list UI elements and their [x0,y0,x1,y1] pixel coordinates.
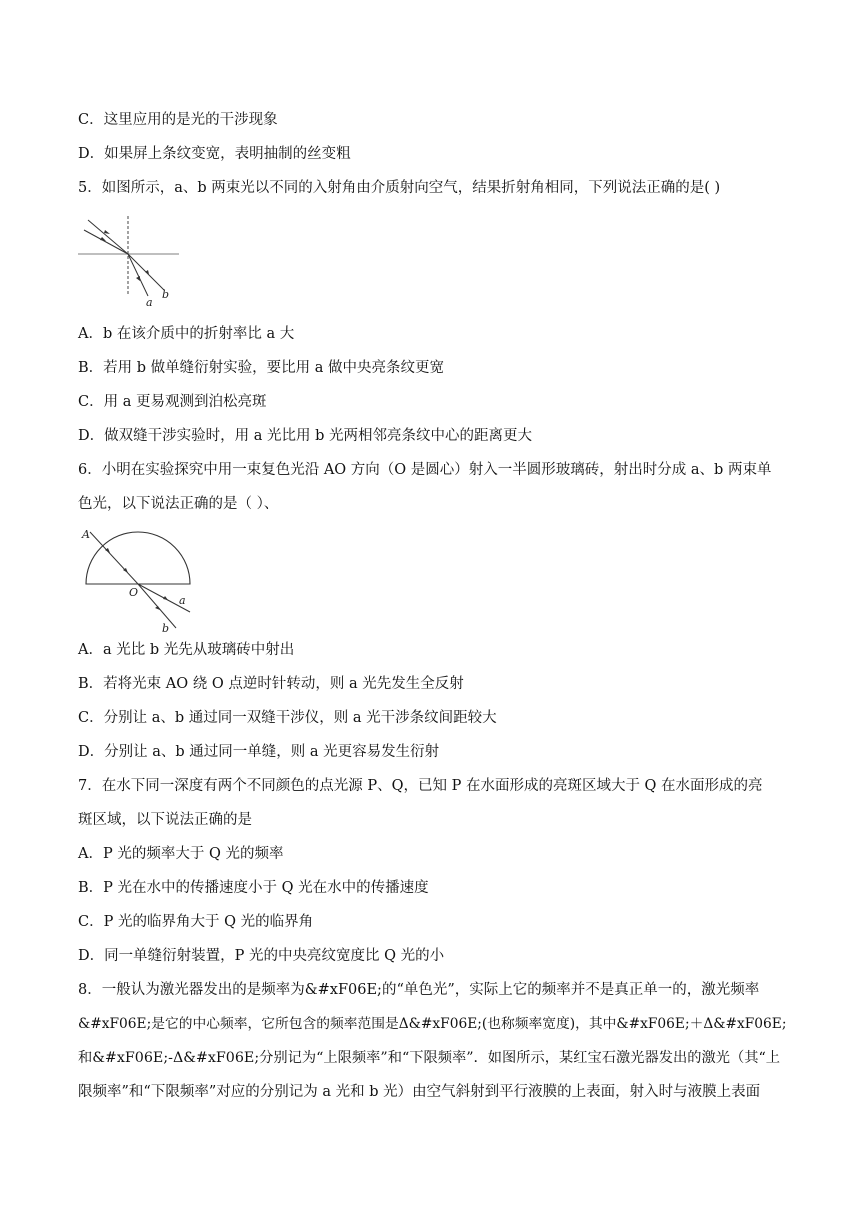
figure-refraction-5 [78,216,188,312]
label-a: a [146,296,153,308]
text-line: B．若用 b 做单缝衍射实验，要比用 a 做中央亮条纹更宽 [78,360,445,376]
text-line: 和&#xF06E;-Δ&#xF06E;分别记为“上限频率”和“下限频率”．如图所示，某红宝石激光器发出的激光（其“上 [78,1050,781,1066]
figure-semicircle-6 [78,526,208,638]
text-line: D．做双缝干涉实验时，用 a 光比用 b 光两相邻亮条纹中心的距离更大 [78,428,532,444]
text-line: A．a 光比 b 光先从玻璃砖中射出 [78,642,295,658]
text-line: C．P 光的临界角大于 Q 光的临界角 [78,914,314,930]
question-7: 7．在水下同一深度有两个不同颜色的点光源 P、Q，已知 P 在水面形成的亮斑区域大于 Q 在水面形成的亮 [78,778,763,794]
text-line: C．这里应用的是光的干涉现象 [78,112,278,128]
text-line: B．P 光在水中的传播速度小于 Q 光在水中的传播速度 [78,880,429,896]
label-O: O [129,586,139,599]
question-6: 6．小明在实验探究中用一束复色光沿 AO 方向（O 是圆心）射入一半圆形玻璃砖，射出时分成 a、b 两束单 [78,462,772,478]
text-line: A．b 在该介质中的折射率比 a 大 [78,326,295,342]
text-line: C．分别让 a、b 通过同一双缝干涉仪，则 a 光干涉条纹间距较大 [78,710,497,726]
label-b: b [162,288,170,301]
text-line: 色光，以下说法正确的是（ ）、 [78,496,279,512]
label-a: a [179,594,186,607]
text-line: D．同一单缝衍射装置，P 光的中央亮纹宽度比 Q 光的小 [78,948,445,964]
text-line: A．P 光的频率大于 Q 光的频率 [78,846,284,862]
text-line: D．如果屏上条纹变宽，表明抽制的丝变粗 [78,146,351,162]
text-line: B．若将光束 AO 绕 O 点逆时针转动，则 a 光先发生全反射 [78,676,464,692]
label-b: b [162,622,170,634]
text-line: D．分别让 a、b 通过同一单缝，则 a 光更容易发生衍射 [78,744,440,760]
text-line: 限频率”和“下限频率”对应的分别记为 a 光和 b 光）由空气斜射到平行液膜的上表面，射入时与液膜上表面 [78,1084,761,1100]
question-5: 5．如图所示，a、b 两束光以不同的入射角由介质射向空气，结果折射角相同，下列说法正确的是( ) [78,180,721,196]
question-8: 8．一般认为激光器发出的是频率为&#xF06E;的“单色光”，实际上它的频率并不是真正单一的，激光频率 [78,982,760,998]
text-line: &#xF06E;是它的中心频率，它所包含的频率范围是Δ&#xF06E;(也称频率宽度)，其中&#xF06E;＋Δ&#xF06E; [78,1016,787,1032]
label-A: A [82,528,90,541]
text-line: 斑区域，以下说法正确的是 [78,812,252,828]
text-line: C．用 a 更易观测到泊松亮斑 [78,394,267,410]
